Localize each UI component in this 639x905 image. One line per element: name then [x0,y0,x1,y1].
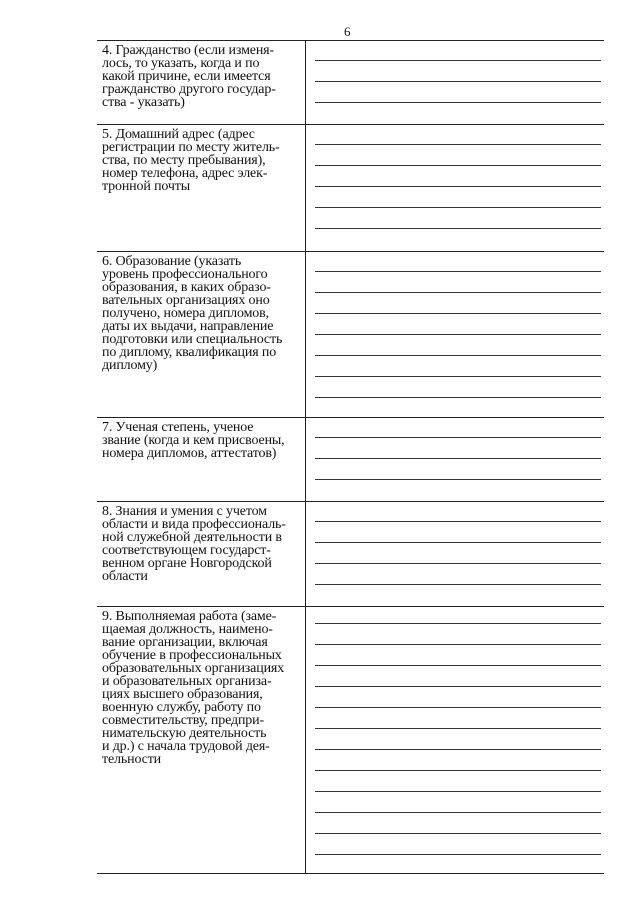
answer-line[interactable] [315,665,601,666]
answer-line[interactable] [315,60,601,61]
row-label: 9. Выполняемая работа (заме- щаемая должность, наимено- вание организации, включая обучение в профессиональных образовательных организациях и образовательных организа- циях высшего образования, военную службу, работу по совместительству, предпри- нимательскую деятельность и др.) с начала трудовой дея- тельности [102,609,285,767]
answer-line[interactable] [315,749,601,750]
answer-line[interactable] [315,228,601,229]
answer-line[interactable] [315,458,601,459]
answer-line[interactable] [315,623,601,624]
answer-line[interactable] [315,833,601,834]
answer-line[interactable] [315,584,601,585]
answer-line[interactable] [315,397,601,398]
answer-line[interactable] [315,479,601,480]
answer-line[interactable] [315,542,601,543]
page-number: 6 [344,24,351,39]
questionnaire-table [97,40,604,873]
answer-line[interactable] [315,770,601,771]
answer-line[interactable] [315,102,601,103]
answer-line[interactable] [315,563,601,564]
answer-line[interactable] [315,791,601,792]
answer-line[interactable] [315,707,601,708]
table-bottom-border [97,873,604,874]
answer-line[interactable] [315,165,601,166]
answer-line[interactable] [315,644,601,645]
row-academic-degree [97,417,604,501]
answer-line[interactable] [315,144,601,145]
answer-line[interactable] [315,355,601,356]
answer-line[interactable] [315,313,601,314]
answer-line[interactable] [315,437,601,438]
row-label: 8. Знания и умения с учетом области и вида профессиональ- ной служебной деятельности в соответствующем государст- венном органе Новгородской области [102,504,286,584]
row-home-address [97,124,604,251]
row-knowledge-skills [97,501,604,606]
row-label: 7. Ученая степень, ученое звание (когда и кем присвоены, номера дипломов, аттестатов) [102,420,285,461]
answer-line[interactable] [315,207,601,208]
answer-line[interactable] [315,376,601,377]
answer-line[interactable] [315,728,601,729]
answer-line[interactable] [315,81,601,82]
row-label: 6. Образование (указать уровень профессионального образования, в каких образо- вательных организациях оно получено, номера дипломов, даты их выдачи, направление подготовки или специальность по диплому, квалификация по диплому) [102,254,283,373]
row-citizenship [97,40,604,124]
row-education [97,251,604,417]
answer-line[interactable] [315,186,601,187]
answer-line[interactable] [315,521,601,522]
row-label: 5. Домашний адрес (адрес регистрации по месту житель- ства, по месту пребывания), номер телефона, адрес элек- тронной почты [102,127,280,194]
answer-line[interactable] [315,812,601,813]
row-label: 4. Гражданство (если изменя- лось, то указать, когда и по какой причине, если имеется гражданство другого государ- ства - указать) [102,43,276,110]
answer-line[interactable] [315,686,601,687]
answer-line[interactable] [315,334,601,335]
answer-line[interactable] [315,292,601,293]
row-work-experience [97,606,604,873]
answer-line[interactable] [315,854,601,855]
answer-line[interactable] [315,271,601,272]
